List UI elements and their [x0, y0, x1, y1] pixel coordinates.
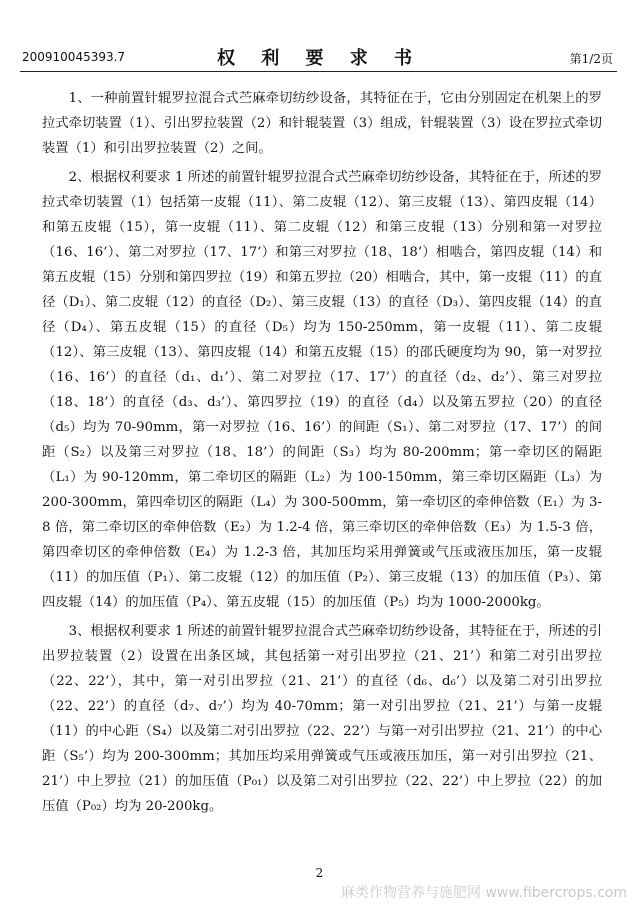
page-indicator: 第1/2页	[569, 52, 613, 66]
application-number: 200910045393.7	[22, 50, 126, 64]
claims-body	[42, 86, 602, 823]
header-divider	[20, 71, 617, 72]
claim-3: 3、根据权利要求 1 所述的前置针辊罗拉混合式苎麻牵切纺纱设备，其特征在于，所述的引出罗拉装置（2）设置在出条区域，其包括第一对引出罗拉（21、21’）和第二对引出罗拉（22、22’），其中，第一对引出罗拉（21、21’）的直径（d₆、d₆’）以及第二对引出罗拉（22、22’）的直径（d₇、d₇’）均为 40-70mm；第一对引出罗拉（21、21’）与第一皮辊（11）的中心距（S₄）以及第二对引出罗拉（22、22’）与第一对引出罗拉（21、21’）的中心距（S₅’）均为 200-300mm；其加压均采用弹簧或气压或液压加压，第一对引出罗拉（21、21’）中上罗拉（21）的加压值（P₀₁）以及第二对引出罗拉（22、22’）中上罗拉（22）的加压值（P₀₂）均为 20-200kg。	[42, 624, 602, 814]
site-watermark: 麻类作物营养与施肥网 www.fibercrops.com	[341, 885, 627, 901]
claim-1: 1、一种前置针辊罗拉混合式苎麻牵切纺纱设备，其特征在于，它由分别固定在机架上的罗拉式牵切装置（1）、引出罗拉装置（2）和针辊装置（3）组成，针辊装置（3）设在罗拉式牵切装置（1）和引出罗拉装置（2）之间。	[42, 91, 602, 156]
document-title: 权 利 要 求 书	[216, 48, 423, 69]
page-number: 2	[315, 866, 324, 880]
document-header	[0, 0, 639, 70]
claim-2: 2、根据权利要求 1 所述的前置针辊罗拉混合式苎麻牵切纺纱设备，其特征在于，所述的罗拉式牵切装置（1）包括第一皮辊（11）、第二皮辊（12）、第三皮辊（13）、第四皮辊（14）和第五皮辊（15），第一皮辊（11）、第二皮辊（12）和第三皮辊（13）分别和第一对罗拉（16、16’）、第二对罗拉（17、17’）和第三对罗拉（18、18’）相啮合，第四皮辊（14）和第五皮辊（15）分别和第四罗拉（19）和第五罗拉（20）相啮合，其中，第一皮辊（11）的直径（D₁）、第二皮辊（12）的直径（D₂）、第三皮辊（13）的直径（D₃）、第四皮辊（14）的直径（D₄）、第五皮辊（15）的直径（D₅）均为 150-250mm，第一皮辊（11）、第二皮辊（12）、第三皮辊（13）、第四皮辊（14）和第五皮辊（15）的邵氏硬度均为 90，第一对罗拉（16、16’）的直径（d₁、d₁’）、第二对罗拉（17、17’）的直径（d₂、d₂’）、第三对罗拉（18、18’）的直径（d₃、d₃’）、第四罗拉（19）的直径（d₄）以及第五罗拉（20）的直径（d₅）均为 70-90mm，第一对罗拉（16、16’）的间距（S₁）、第二对罗拉（17、17’）的间距（S₂）以及第三对罗拉（18、18’）的间距（S₃）均为 80-200mm；第一牵切区的隔距（L₁）为 90-120mm，第二牵切区的隔距（L₂）为 100-150mm，第三牵切区隔距（L₃）为 200-300mm，第四牵切区的隔距（L₄）为 300-500mm，第一牵切区的牵伸倍数（E₁）为 3-8 倍，第二牵切区的牵伸倍数（E₂）为 1.2-4 倍，第三牵切区的牵伸倍数（E₃）为 1.5-3 倍，第四牵切区的牵伸倍数（E₄）为 1.2-3 倍，其加压均采用弹簧或气压或液压加压，第一皮辊（11）的加压值（P₁）、第二皮辊（12）的加压值（P₂）、第三皮辊（13）的加压值（P₃）、第四皮辊（14）的加压值（P₄）、第五皮辊（15）的加压值（P₅）均为 1000-2000kg。	[42, 170, 602, 610]
